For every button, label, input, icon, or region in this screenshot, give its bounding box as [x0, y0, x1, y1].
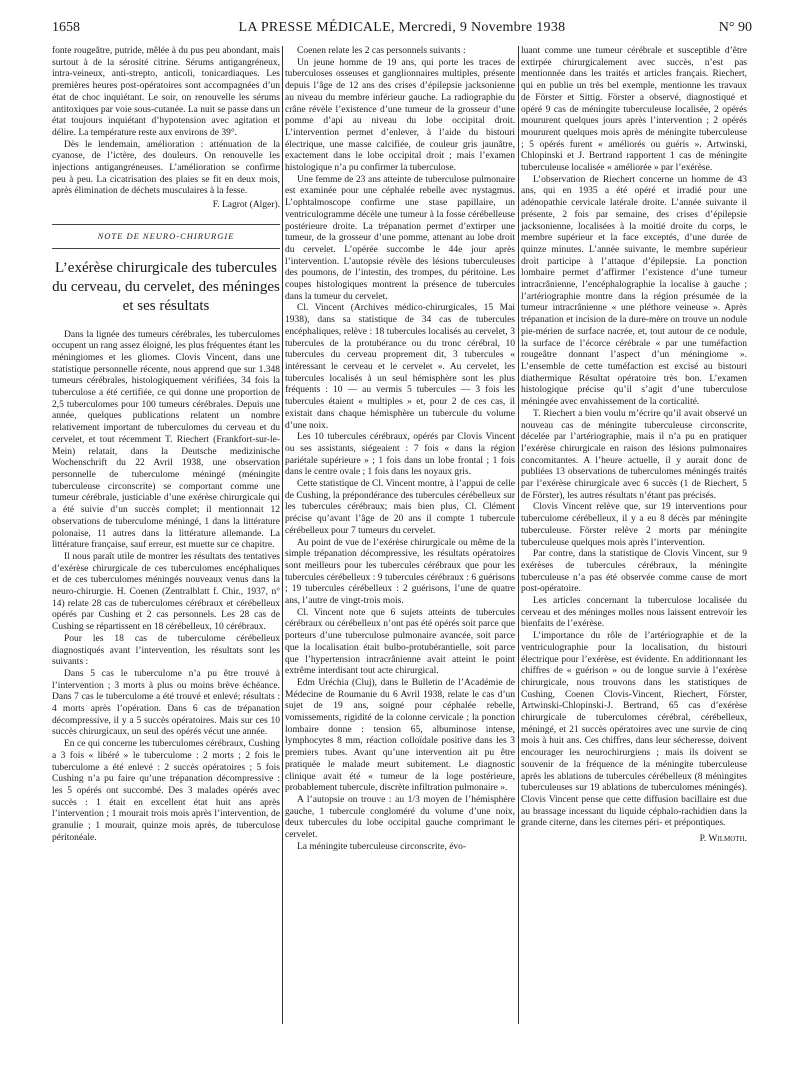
paragraph: Clovis Vincent relève que, sur 19 interventions pour tuberculome cérébelleux, il y a eu 8 décès par méningite tuberculeuse. Förster relève 2 morts par méningite tuberculeuse quelques mois après l’intervention. [521, 502, 747, 548]
paragraph: luant comme une tumeur cérébrale et susceptible d’être extirpée chirurgicalement avec succès, n’est pas mentionnée dans les traités et articles français. Riechert, qui en publie un très bel exemple, mentionne les travaux de Förster et Sittig. Förster a observé, diagnostiqué et opéré 9 cas de méningite tuberculeuse localisée, 2 opérés moururent quelques jours après l’intervention ; 2 opérés moururent quelques mois après de méningite tuberculeuse ; 5 opérés furent « améliorés ou guéris ». Artwinski, Chlopinski et J. Bertrand rapportent 1 cas de méningite tuberculeuse localisée « améliorée » par l’exérèse. [521, 46, 747, 174]
paragraph: Edm Uréchia (Cluj), dans le Bulletin de l’Académie de Médecine de Roumanie du 6 Avril 1938, relate le cas d’un sujet de 19 ans, soigné pour céphalée rebelle, vomissements, rigidité de la colonne cervicale ; la ponction lombaire donne : tension 65, albuminose intense, lymphocytes 8 mm, réaction colloïdale positive dans les 3 premiers tubes. Avant qu’une intervention ait pu être pratiquée le malade meurt subitement. Le diagnostic clinique avait été « tumeur de la loge postérieure, probablement tubercule, discrète infiltration pulmonaire ». [285, 677, 515, 794]
author-signature: P. Wilmoth. [699, 834, 747, 845]
section-rule [52, 248, 280, 249]
paragraph: A l’autopsie on trouve : au 1/3 moyen de l’hémisphère gauche, 1 tubercule congloméré du volume d’une noix, deux tubercules du lobe occipital gauche comprimant le cervelet. [285, 795, 515, 841]
paragraph: Par contre, dans la statistique de Clovis Vincent, sur 9 exérèses de tubercules cérébraux, la méningite tuberculeuse n’a pas été observée comme cause de mort post-opératoire. [521, 549, 747, 595]
section-heading: NOTE DE NEURO-CHIRURGIE [97, 230, 235, 241]
paragraph: Coenen relate les 2 cas personnels suivants : [297, 46, 466, 56]
column-1 [52, 46, 280, 844]
paragraph: Une femme de 23 ans atteinte de tuberculose pulmonaire est examinée pour une céphalée rebelle avec nystagmus. L’ophtalmoscope confirme une stase papillaire, un ventriculogramme décèle une tumeur à la fosse cérébelleuse postérieure droite. La trépanation permet d’extirper une tumeur, de la grosseur d’une pomme, attenant au lobe droit du cervelet. L’opérée succombe le 44e jour après l’intervention. L’autopsie révèle des lésions tuberculeuses des poumons, de l’intestin, des trompes, du péritoine. Les coupes histologiques montrent la présence de tubercules dans la tumeur du cervelet. [285, 174, 515, 302]
paragraph: La méningite tuberculeuse circonscrite, évo- [297, 841, 467, 852]
paragraph: L’observation de Riechert concerne un homme de 43 ans, qui en 1935 a été opéré et irradié pour une adénopathie cervicale latérale droite. L’année suivante il présente, 2 fois par semaine, des crises d’épilepsie jacksonienne, localisées à la moitié droite du corps, le membre supérieur et la face exceptés, d’une durée de quinze minutes. L’année suivante, le membre supérieur droit participe à l’attaque d’épilepsie. La ponction lombaire permet d’affirmer l’existence d’une tumeur intracrânienne, l’encéphalographie la localise à gauche ; l’artériographie montre dans la région présumée de la tumeur intracrânienne « une pléthore veineuse ». Après trépanation et incision de la dure-mère on trouve un nodule pie-mérien de surface nacrée, et, tout autour de ce nodule, la surface de l’écorce cérébrale « par une tuméfaction rougeâtre donnant l’aspect d’un méningiome ». L’ensemble de cette tuméfaction est excisé au bistouri diathermique Résultat opératoire très bon. L’examen histologique précise qu’il s’agit d’une tuberculose méningée avec envahissement de la corticalité. [521, 174, 747, 408]
paragraph: fonte rougeâtre, putride, mêlée à du pus peu abondant, mais surtout à de la sérosité citrine. Sérums antigangréneux, intra-veineux, anti-strepto, anticoli, tonicardiaques. Les premières heures post-opératoires sont accompagnées d’un état de choc inquiétant. Le soir, on renouvelle les sérums antitoxiques par voie sous-cutanée. La nuit se passe dans un état toujours inquiétant d’hypotension avec agitation et délire. La température reste aux environs de 39°. [52, 46, 280, 138]
paragraph: Cette statistique de Cl. Vincent montre, à l’appui de celle de Cushing, la prépondérance des tubercules cérébelleux sur les tubercules cérébraux; mais bien plus, Cl. Clément précise qu’avant l’âge de 20 ans il compte 1 tubercule cérébelleux pour 7 tumeurs du cervelet. [285, 479, 515, 536]
column-divider [282, 46, 283, 1024]
article-title: L’exérèse chirurgicale des tubercules du cerveau, du cervelet, des méninges et ses résultats [52, 259, 280, 314]
column-divider [518, 46, 519, 1024]
paragraph: T. Riechert a bien voulu m’écrire qu’il avait observé un nouveau cas de méningite tuberculeuse circonscrite, décelée par l’artériographie, mais il n’a pu en pratiquer l’exérèse chirurgicale en raison des lésions pulmonaires concomitantes. A l’heure actuelle, il y aurait donc de publiées 13 observations de tuberculomes méningés traités par l’exérèse chirurgicale avec 6 succès (1 de Riechert, 5 de Förster), les autres résultats n’étant pas précisés. [521, 408, 747, 501]
column-3 [521, 46, 747, 846]
paragraph: Dans la lignée des tumeurs cérébrales, les tuberculomes occupent un rang assez éloigné, les plus fréquentes étant les méningiomes et les gliomes. Clovis Vincent, dans une statistique personnelle récente, nous apprend que sur 1.348 tumeurs cérébrales, histologiquement vérifiées, 34 fois la tuberculose a été certifiée, ce qui donne une proportion de 2,5 tuberculomes pour 100 tumeurs cérébrales. Depuis une année, quelques publications relatent un nombre relativement important de tuberculomes du cerveau et du cervelet, et tout récemment T. Riechert (Frankfort-sur-le-Mein) relatait, dans la Deutsche medizinische Wochenschrift du 22 Avril 1938, une observation personnelle de tuberculome méningé (méningite tuberculeuse circonscrite) se comportant comme une tumeur cérébrale, justiciable d’une exérèse chirurgicale qui a été suivie d’un succès complet; il mentionnait 12 observations de tuberculome méningé, 1 dans la littérature polonaise, 11 autres dans la littérature allemande. La littérature française, sauf erreur, est muette sur ce chapitre. [52, 329, 280, 551]
author-signature: F. Lagrot (Alger). [212, 200, 280, 211]
paragraph: Les 10 tubercules cérébraux, opérés par Clovis Vincent ou ses assistants, siégeaient : 7 fois « dans la région pariétale supérieure » ; 1 fois dans un lobe frontal ; 1 fois dans le centre ovale ; 1 fois dans les noyaux gris. [285, 432, 515, 478]
paragraph: Au point de vue de l’exérèse chirurgicale ou même de la simple trépanation décompressive, les résultats opératoires sont meilleurs pour les tubercules cérébraux que pour les tubercules cérébelleux : 9 tubercules cérébraux : 6 guérisons ; 19 tubercules cérébelleux : 2 guérisons, l’une de quatre ans, l’autre de vingt-trois mois. [285, 537, 515, 607]
paragraph: Pour les 18 cas de tuberculome cérébelleux diagnostiqués avant l’intervention, les résultats sont les suivants : [52, 633, 280, 668]
section-rule [52, 224, 280, 225]
paragraph: Cl. Vincent note que 6 sujets atteints de tubercules cérébraux ou cérébelleux n’ont pas été opérés soit parce que porteurs d’une tuberculose pulmonaire avancée, soit parce que la localisation était bulbo-protubérantielle, soit parce que l’hypertension intracrânienne avait atteint le point extrême interdisant tout acte chirurgical. [285, 607, 515, 677]
paragraph: En ce qui concerne les tuberculomes cérébraux, Cushing a 3 fois « libéré » le tuberculome : 2 morts ; 2 fois le tuberculome a été enlevé : 2 succès opératoires ; 5 fois Cushing n’a pu faire qu’une trépanation décompressive : les 5 opérés ont succombé. Des 3 malades opérés avec succès : 1 était en excellent état huit ans après l’intervention ; 1 mourait trois mois après l’intervention, de granulie ; 1 mourait, quinze mois après, de tuberculose péritonéale. [52, 739, 280, 843]
paragraph: Les articles concernant la tuberculose localisée du cerveau et des méninges molles nous laissent entrevoir les bienfaits de l’exérèse. [521, 596, 747, 630]
paragraph: L’importance du rôle de l’artériographie et de la ventriculographie pour la localisation, du bistouri électrique pour l’exérèse, est évidente. En additionnant les chiffres de « guérison » ou de longue survie à l’exérèse chirurgicale, nous trouvons dans les statistiques de Cushing, Coenen Clovis-Vincent, Riechert, Förster, Artwinski-Chlopinski-J. Bertrand, 65 cas d’exérèse chirurgicale de tuberculomes cérébral, cérébelleux, méningé, et 21 succès opératoires avec une survie de cinq mois à huit ans. Ces chiffres, dans leur sécheresse, doivent encourager les neurochirurgiens ; mais ils doivent se souvenir de la fréquence de la méningite tuberculeuse après les ablations de tubercules cérébelleux (8 méningites tuberculeuses sur 19 ablations de tuberculomes méningés). Clovis Vincent pense que cette diffusion bacillaire est due au brassage incessant du liquide céphalo-rachidien dans la grande citerne, dans les citernes péri- et prépontiques. [521, 631, 747, 829]
page-header [52, 20, 752, 38]
paragraph: Dans 5 cas le tuberculome n’a pu être trouvé à l’intervention ; 3 morts à plus ou moins brève échéance. Dans 7 cas le tuberculome a été trouvé et enlevé; résultats : 4 morts après l’opération. Dans 6 cas de trépanation décompressive, il y a 5 succès opératoires. Mais sur ces 10 succès chirurgicaux, un seul des opérés vécut une année. [52, 668, 280, 738]
page-number: 1658 [52, 20, 80, 35]
paragraph: Dès le lendemain, amélioration : atténuation de la cyanose, de l’ictère, des douleurs. On renouvelle les injections antigangréneuses. L’amélioration se confirme peu à peu. La cicatrisation des plaies se fit en deux mois, après élimination de déchets musculaires à la fesse. [52, 139, 280, 197]
journal-title: LA PRESSE MÉDICALE, Mercredi, 9 Novembre 1938 [238, 20, 566, 35]
paragraph: Cl. Vincent (Archives médico-chirurgicales, 15 Mai 1938), dans sa statistique de 34 cas de tubercules encéphaliques, relève : 18 tubercules localisés au cervelet, 3 tubercules de la protubérance ou du tronc cérébral, 10 tubercules du cerveau proprement dit, 3 tubercules « intéressant le cerveau et le cervelet ». Au cervelet, les tubercules localisés à un seul hémisphère sont les plus fréquents : 10 — au vermis 5 tubercules — 3 fois les tubercules étaient « multiples » et, pour 2 de ces cas, il existait dans chaque hémisphère un tubercule du volume d’une noix. [285, 303, 515, 431]
paragraph: Un jeune homme de 19 ans, qui porte les traces de tuberculoses osseuses et ganglionnaires multiples, présente depuis l’âge de 12 ans des crises d’épilepsie jacksonienne au niveau du membre inférieur gauche. La radiographie du crâne révèle l’existence d’une tumeur de la grosseur d’une pomme d’api au niveau du lobe occipital droit. L’intervention permet d’enlever, à l’aide du bistouri électrique, une masse calcifiée, de couleur gris jaunâtre, exactement dans le lobe occipital droit ; mais l’examen histologique n’a pu confirmer la tuberculose. [285, 57, 515, 174]
issue-number: N° 90 [718, 20, 752, 35]
paragraph: Il nous paraît utile de montrer les résultats des tentatives d’exérèse chirurgicale de ces tuberculomes encéphaliques et de ces tuberculomes méningés nouveaux venus dans la neuro-chirurgie. H. Coenen (Zentralblatt f. Chir., 1937, n° 14) relate 28 cas de tuberculomes cérébraux et cérébelleux opérés par Cushing et 2 cas personnels. Les 28 cas de Cushing se répartissent en 18 cérébelleux, 10 cérébraux. [52, 551, 280, 633]
column-2 [285, 46, 515, 854]
